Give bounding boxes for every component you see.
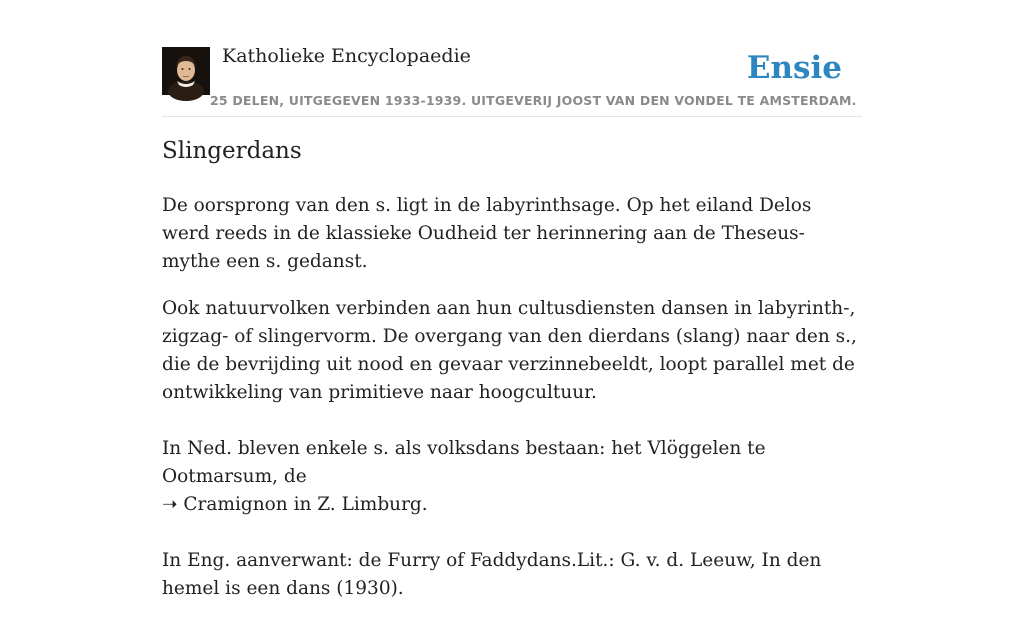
ensie-logo-link[interactable]: Ensie (746, 50, 842, 86)
paragraph-3 (162, 435, 862, 519)
cramignon-link[interactable]: ➝ Cramignon (162, 494, 288, 515)
source-title[interactable]: Katholieke Encyclopaedie (222, 45, 471, 67)
paragraph-3-text: In Ned. bleven enkele s. als volksdans bestaan: het Vlöggelen te Ootmarsum, de (162, 438, 766, 487)
entry-body (162, 192, 862, 622)
content-container (162, 0, 862, 599)
source-header (162, 0, 862, 117)
paragraph-2: Ook natuurvolken verbinden aan hun cultusdiensten dansen in labyrinth-, zigzag- of slingervorm. De overgang van den dierdans (slang) naar den s., die de bevrijding uit nood en gevaar verzinnebeeldt, loopt parallel met de ontwikkeling van primitieve naar hoogcultuur. (162, 298, 857, 403)
entry-title: Slingerdans (162, 138, 302, 164)
paragraph-4: In Eng. aanverwant: de Furry of Faddydans.Lit.: G. v. d. Leeuw, In den hemel is een dans (1930). (162, 550, 822, 599)
portrait-avatar-icon (162, 47, 210, 95)
paragraph-3-tail: in Z. Limburg. (287, 494, 428, 515)
source-subtitle: 25 DELEN, UITGEGEVEN 1933-1939. UITGEVERIJ JOOST VAN DEN VONDEL TE AMSTERDAM. (210, 93, 857, 108)
source-avatar[interactable] (162, 47, 210, 95)
paragraph-1: De oorsprong van den s. ligt in de labyrinthsage. Op het eiland Delos werd reeds in de klassieke Oudheid ter herinnering aan de Theseus-mythe een s. gedanst. (162, 195, 812, 272)
